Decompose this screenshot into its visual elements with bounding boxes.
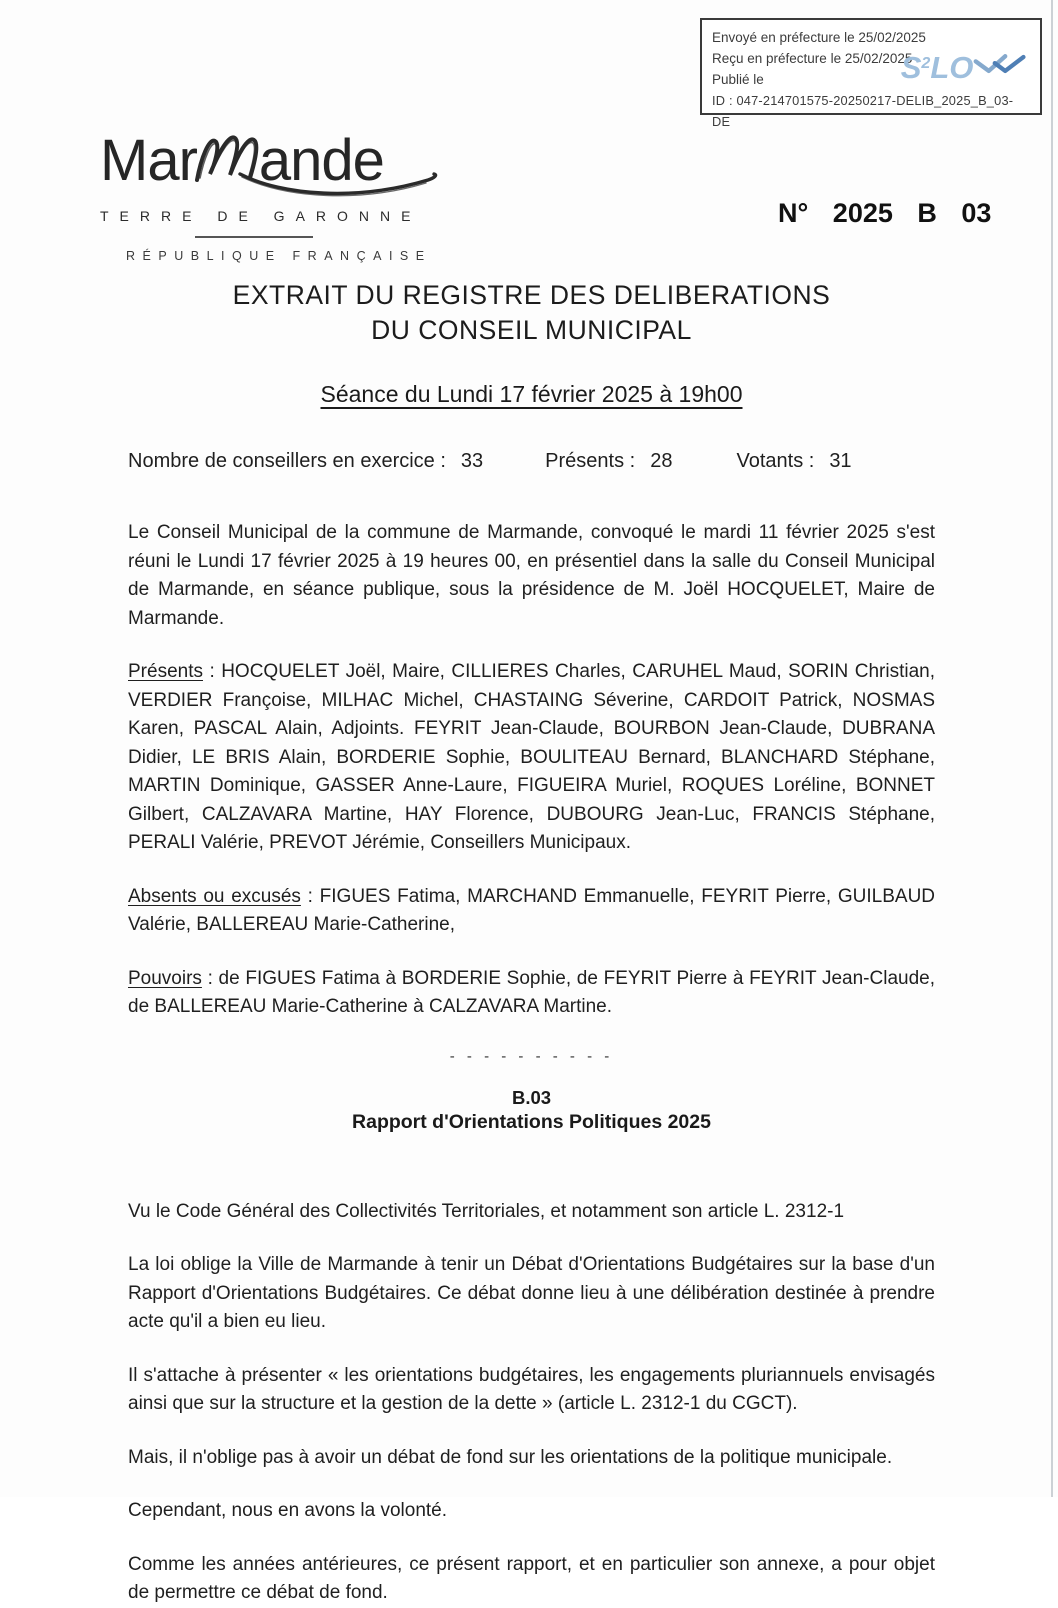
pouvoirs-text: : de FIGUES Fatima à BORDERIE Sophie, de FEYRIT Pierre à FEYRIT Jean-Claude, de BALLEREAU Marie-Catherine à CALZAVARA Martine. [128,967,935,1017]
body-paragraph: Il s'attache à présenter « les orientations budgétaires, les engagements pluriannuels envisagés ainsi que sur la structure et la gestion de la dette » (article L. 2312-1 du CGCT). [128,1364,935,1414]
votants-label: Votants : [736,450,815,472]
s2lo-bird-icon [974,52,1026,76]
stamp-published-line: Publié le [712,72,764,87]
document-body [128,278,935,1608]
s2lo-logo-sup: 2 [921,55,931,72]
body-paragraph: La loi oblige la Ville de Marmande à tenir un Débat d'Orientations Budgétaires sur la base d'un Rapport d'Orientations Budgétaires. Ce débat donne lieu à une délibération destinée à prendre acte qu'il a bien eu lieu. [128,1254,935,1332]
s2lo-logo-s: S [900,50,922,85]
brand-republique: RÉPUBLIQUE FRANÇAISE [126,249,432,263]
presents-value: 28 [650,450,673,472]
body-paragraph: Mais, il n'oblige pas à avoir un débat de fond sur les orientations de la politique municipale. [128,1446,893,1468]
stamp-id-line: ID : 047-214701575-20250217-DELIB_2025_B_03-DE [712,93,1014,129]
s2lo-logo [901,52,1026,83]
body-paragraph: Comme les années antérieures, ce présent rapport, et en particulier son annexe, a pour objet de permettre ce débat de fond. [128,1553,935,1603]
scribble-m-icon [191,128,269,196]
document-title-line1: EXTRAIT DU REGISTRE DES DELIBERATIONS [232,280,831,310]
scan-edge-line [1051,0,1053,1497]
stamp-sent-line: Envoyé en préfecture le 25/02/2025 [712,30,926,45]
absents-text: : FIGUES Fatima, MARCHAND Emmanuelle, FEYRIT Pierre, GUILBAUD Valérie, BALLEREAU Marie-Catherine, [128,885,936,935]
brand-tagline: TERRE DE GARONNE [100,208,422,224]
dash-separator: - - - - - - - - - - [449,1047,614,1065]
absents-lead: Absents ou excusés [128,885,301,907]
s2lo-logo-lo: LO [930,50,974,85]
presents-text: : HOCQUELET Joël, Maire, CILLIERES Charles, CARUHEL Maud, SORIN Christian, VERDIER Françoise, MILHAC Michel, CHASTAING Séverine, CARDOIT Patrick, NOSMAS Karen, PASCAL Alain, Adjoints. FEYRIT Jean-Claude, BOURBON Jean-Claude, DUBRANA Didier, LE BRIS Alain, BORDERIE Sophie, BOULITEAU Bernard, BLANCHARD Stéphane, MARTIN Dominique, GASSER Anne-Laure, FIGUEIRA Muriel, ROQUES Loréline, BONNET Gilbert, CALZAVARA Martine, HAY Florence, DUBOURG Jean-Luc, FRANCIS Stéphane, PERALI Valérie, PREVOT Jérémie, Conseillers Municipaux. [128,661,935,853]
exercice-value: 33 [460,450,484,472]
pouvoirs-lead: Pouvoirs [128,967,202,989]
presents-paragraph [128,658,935,858]
session-heading: Séance du Lundi 17 février 2025 à 19h00 [320,381,743,407]
presents-label: Présents : [545,450,636,472]
document-title-line2: DU CONSEIL MUNICIPAL [371,315,692,345]
body-paragraph: Cependant, nous en avons la volonté. [128,1500,448,1521]
exercice-label: Nombre de conseillers en exercice : [128,450,446,472]
presents-lead: Présents [128,661,203,682]
absents-paragraph [128,883,935,940]
wordmark-part1: Mar [100,128,197,193]
document-title [128,278,935,348]
brand-divider [195,236,313,238]
wordmark-part2: ande [258,128,384,193]
stamp-received-line: Reçu en préfecture le 25/02/2025 [712,51,913,66]
marmande-wordmark [100,128,420,196]
marmande-logo [100,128,432,263]
convocation-paragraph: Le Conseil Municipal de la commune de Marmande, convoqué le mardi 11 février 2025 s'est réuni le Lundi 17 février 2025 à 19 heures 00, en présentiel dans la salle du Conseil Municipal de Marmande, en séance publique, sous la présidence de M. Joël HOCQUELET, Maire de Marmande. [128,522,935,629]
section-title: Rapport d'Orientations Politiques 2025 [352,1110,711,1133]
prefecture-stamp [700,18,1042,129]
votants-value: 31 [829,450,852,472]
body-paragraph: Vu le Code Général des Collectivités Territoriales, et notamment son article L. 2312-1 [128,1200,845,1222]
section-code: B.03 [511,1086,552,1108]
councillor-counters [128,450,935,473]
pouvoirs-paragraph [128,965,935,1022]
deliberation-number: N° 2025 B 03 [778,198,992,228]
